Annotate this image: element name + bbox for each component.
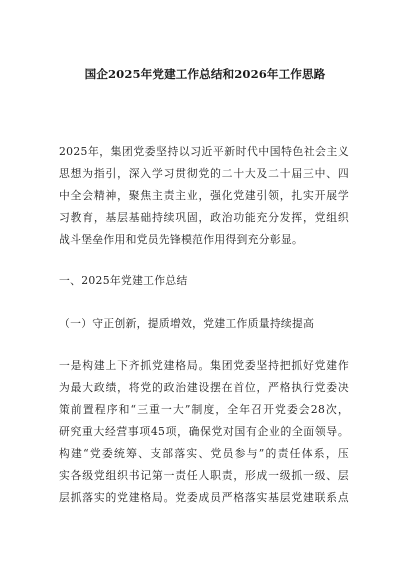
subsection-heading: （一）守正创新，提质增效，党建工作质量持续提高	[59, 317, 315, 330]
body-line: 构建“党委统筹、支部落实、党员参与”的责任体系，压	[59, 447, 349, 460]
intro-line: 中全会精神，聚焦主责主业，强化党建引领，扎实开展学	[59, 189, 349, 202]
section-heading: 一、2025年党建工作总结	[59, 274, 188, 287]
intro-line: 习教育，基层基础持续巩固，政治功能充分发挥，党组织	[59, 211, 349, 224]
body-line: 一是构建上下齐抓党建格局。集团党委坚持把抓好党建作	[59, 359, 349, 372]
document-title: 国企2025年党建工作总结和2026年工作思路	[84, 67, 326, 81]
body-line: 实各级党组织书记第一责任人职责，形成一级抓一级、层	[59, 469, 349, 482]
body-line: 研究重大经营事项45项，确保党对国有企业的全面领导。	[59, 425, 349, 438]
intro-line: 战斗堡垒作用和党员先锋模范作用得到充分彰显。	[59, 233, 304, 246]
body-line: 为最大政绩，将党的政治建设摆在首位，严格执行党委决	[59, 381, 349, 394]
intro-line: 2025年，集团党委坚持以习近平新时代中国特色社会主义	[59, 145, 349, 158]
body-line: 策前置程序和“三重一大”制度，全年召开党委会28次，	[59, 403, 349, 416]
intro-line: 思想为指引，深入学习贯彻党的二十大及二十届三中、四	[59, 167, 349, 180]
body-line: 层抓落实的党建格局。党委成员严格落实基层党建联系点	[59, 491, 349, 504]
